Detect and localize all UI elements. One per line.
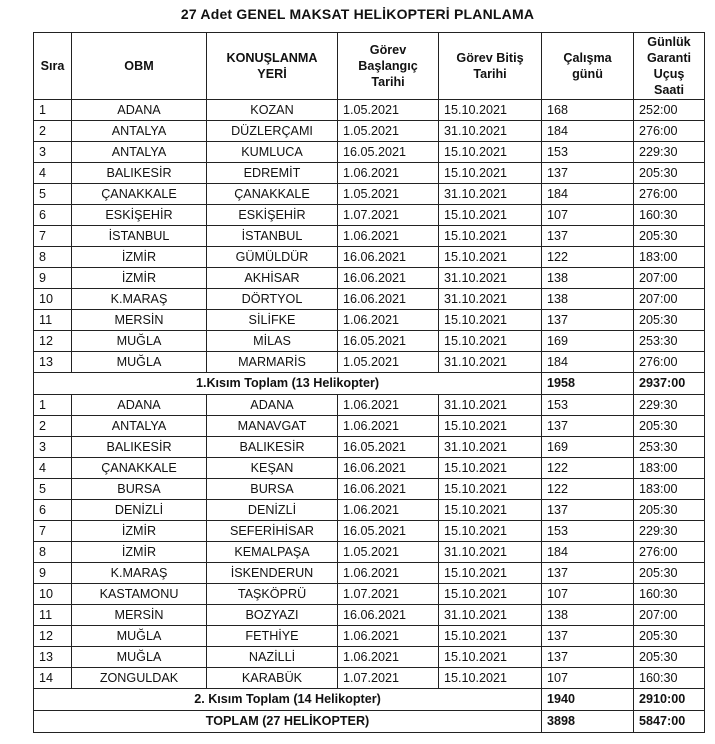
cell-obm: ADANA <box>72 100 207 121</box>
cell-baslangic: 16.06.2021 <box>338 289 439 310</box>
cell-obm: MUĞLA <box>72 352 207 373</box>
cell-bitis: 15.10.2021 <box>439 226 542 247</box>
cell-calisma: 137 <box>542 500 634 521</box>
table-row <box>34 500 705 521</box>
cell-garanti: 160:30 <box>634 668 705 689</box>
cell-obm: İZMİR <box>72 247 207 268</box>
cell-obm: MERSİN <box>72 605 207 626</box>
cell-konuslanma: İSKENDERUN <box>207 563 338 584</box>
cell-calisma: 107 <box>542 584 634 605</box>
table-row <box>34 184 705 205</box>
cell-garanti: 276:00 <box>634 184 705 205</box>
cell-konuslanma: ÇANAKKALE <box>207 184 338 205</box>
total-calisma: 1940 <box>542 689 634 711</box>
cell-sira: 14 <box>34 668 72 689</box>
cell-sira: 9 <box>34 268 72 289</box>
cell-baslangic: 1.07.2021 <box>338 205 439 226</box>
cell-calisma: 137 <box>542 310 634 331</box>
cell-calisma: 138 <box>542 289 634 310</box>
cell-calisma: 184 <box>542 542 634 563</box>
cell-konuslanma: EDREMİT <box>207 163 338 184</box>
cell-baslangic: 16.05.2021 <box>338 331 439 352</box>
cell-sira: 2 <box>34 416 72 437</box>
cell-garanti: 207:00 <box>634 605 705 626</box>
cell-calisma: 137 <box>542 226 634 247</box>
cell-baslangic: 1.06.2021 <box>338 626 439 647</box>
cell-konuslanma: DÖRTYOL <box>207 289 338 310</box>
cell-garanti: 207:00 <box>634 289 705 310</box>
cell-obm: ANTALYA <box>72 142 207 163</box>
cell-calisma: 169 <box>542 437 634 458</box>
header-obm: OBM <box>72 33 207 100</box>
cell-bitis: 15.10.2021 <box>439 479 542 500</box>
table-row <box>34 352 705 373</box>
cell-konuslanma: ADANA <box>207 395 338 416</box>
part1-total-row <box>34 373 705 395</box>
table-row <box>34 395 705 416</box>
cell-obm: ESKİŞEHİR <box>72 205 207 226</box>
cell-garanti: 205:30 <box>634 626 705 647</box>
cell-sira: 13 <box>34 352 72 373</box>
cell-konuslanma: BURSA <box>207 479 338 500</box>
cell-bitis: 15.10.2021 <box>439 521 542 542</box>
part2-total-row <box>34 689 705 711</box>
cell-baslangic: 16.06.2021 <box>338 458 439 479</box>
cell-bitis: 31.10.2021 <box>439 352 542 373</box>
cell-bitis: 31.10.2021 <box>439 605 542 626</box>
total-calisma: 1958 <box>542 373 634 395</box>
cell-konuslanma: İSTANBUL <box>207 226 338 247</box>
cell-baslangic: 1.05.2021 <box>338 100 439 121</box>
cell-calisma: 137 <box>542 416 634 437</box>
cell-garanti: 160:30 <box>634 205 705 226</box>
cell-bitis: 31.10.2021 <box>439 395 542 416</box>
cell-bitis: 15.10.2021 <box>439 584 542 605</box>
cell-sira: 7 <box>34 226 72 247</box>
cell-garanti: 276:00 <box>634 542 705 563</box>
cell-calisma: 169 <box>542 331 634 352</box>
cell-sira: 13 <box>34 647 72 668</box>
cell-sira: 12 <box>34 331 72 352</box>
cell-obm: ANTALYA <box>72 416 207 437</box>
cell-baslangic: 1.06.2021 <box>338 500 439 521</box>
header-calisma: Çalışma günü <box>542 33 634 100</box>
cell-sira: 5 <box>34 184 72 205</box>
header-bitis: Görev Bitiş Tarihi <box>439 33 542 100</box>
cell-bitis: 15.10.2021 <box>439 500 542 521</box>
cell-calisma: 122 <box>542 479 634 500</box>
cell-bitis: 31.10.2021 <box>439 184 542 205</box>
cell-calisma: 137 <box>542 163 634 184</box>
cell-bitis: 15.10.2021 <box>439 668 542 689</box>
cell-calisma: 184 <box>542 352 634 373</box>
table-row <box>34 226 705 247</box>
cell-konuslanma: DÜZLERÇAMI <box>207 121 338 142</box>
table-row <box>34 142 705 163</box>
cell-garanti: 160:30 <box>634 584 705 605</box>
cell-calisma: 153 <box>542 395 634 416</box>
table-row <box>34 605 705 626</box>
cell-konuslanma: SİLİFKE <box>207 310 338 331</box>
cell-sira: 11 <box>34 605 72 626</box>
cell-obm: MUĞLA <box>72 626 207 647</box>
cell-calisma: 138 <box>542 268 634 289</box>
cell-sira: 5 <box>34 479 72 500</box>
cell-obm: K.MARAŞ <box>72 289 207 310</box>
cell-calisma: 138 <box>542 605 634 626</box>
grand-total-row <box>34 711 705 733</box>
cell-bitis: 15.10.2021 <box>439 100 542 121</box>
cell-konuslanma: DENİZLİ <box>207 500 338 521</box>
cell-obm: ÇANAKKALE <box>72 184 207 205</box>
cell-baslangic: 16.06.2021 <box>338 268 439 289</box>
cell-bitis: 15.10.2021 <box>439 647 542 668</box>
cell-obm: MUĞLA <box>72 331 207 352</box>
cell-konuslanma: BOZYAZI <box>207 605 338 626</box>
cell-obm: İZMİR <box>72 268 207 289</box>
cell-calisma: 137 <box>542 563 634 584</box>
cell-sira: 7 <box>34 521 72 542</box>
cell-sira: 9 <box>34 563 72 584</box>
cell-garanti: 183:00 <box>634 479 705 500</box>
cell-baslangic: 1.06.2021 <box>338 310 439 331</box>
cell-calisma: 137 <box>542 626 634 647</box>
cell-konuslanma: KARABÜK <box>207 668 338 689</box>
cell-obm: BALIKESİR <box>72 437 207 458</box>
table-row <box>34 205 705 226</box>
cell-garanti: 205:30 <box>634 563 705 584</box>
cell-baslangic: 1.06.2021 <box>338 416 439 437</box>
cell-sira: 4 <box>34 163 72 184</box>
table-body <box>34 100 705 733</box>
total-label: TOPLAM (27 HELİKOPTER) <box>34 711 542 733</box>
table-row <box>34 331 705 352</box>
cell-bitis: 15.10.2021 <box>439 163 542 184</box>
cell-calisma: 168 <box>542 100 634 121</box>
table-row <box>34 289 705 310</box>
cell-garanti: 183:00 <box>634 247 705 268</box>
table-row <box>34 416 705 437</box>
cell-bitis: 15.10.2021 <box>439 205 542 226</box>
cell-bitis: 15.10.2021 <box>439 416 542 437</box>
cell-konuslanma: MARMARİS <box>207 352 338 373</box>
table-row <box>34 521 705 542</box>
cell-baslangic: 1.05.2021 <box>338 184 439 205</box>
header-sira: Sıra <box>34 33 72 100</box>
cell-garanti: 207:00 <box>634 268 705 289</box>
cell-garanti: 205:30 <box>634 647 705 668</box>
cell-baslangic: 1.05.2021 <box>338 352 439 373</box>
cell-baslangic: 16.06.2021 <box>338 479 439 500</box>
cell-baslangic: 1.06.2021 <box>338 563 439 584</box>
cell-obm: K.MARAŞ <box>72 563 207 584</box>
cell-calisma: 122 <box>542 247 634 268</box>
cell-baslangic: 1.07.2021 <box>338 584 439 605</box>
cell-garanti: 252:00 <box>634 100 705 121</box>
total-garanti: 2937:00 <box>634 373 705 395</box>
cell-konuslanma: SEFERİHİSAR <box>207 521 338 542</box>
cell-obm: BALIKESİR <box>72 163 207 184</box>
cell-bitis: 15.10.2021 <box>439 247 542 268</box>
cell-sira: 1 <box>34 100 72 121</box>
page-title: 27 Adet GENEL MAKSAT HELİKOPTERİ PLANLAMA <box>180 6 535 22</box>
header-row <box>34 33 705 100</box>
table-row <box>34 542 705 563</box>
cell-calisma: 153 <box>542 521 634 542</box>
cell-konuslanma: TAŞKÖPRÜ <box>207 584 338 605</box>
cell-garanti: 205:30 <box>634 163 705 184</box>
cell-sira: 3 <box>34 142 72 163</box>
cell-sira: 6 <box>34 500 72 521</box>
cell-garanti: 229:30 <box>634 142 705 163</box>
cell-baslangic: 1.05.2021 <box>338 121 439 142</box>
cell-garanti: 253:30 <box>634 437 705 458</box>
cell-baslangic: 16.06.2021 <box>338 605 439 626</box>
cell-bitis: 15.10.2021 <box>439 563 542 584</box>
table-row <box>34 458 705 479</box>
cell-konuslanma: NAZİLLİ <box>207 647 338 668</box>
cell-konuslanma: AKHİSAR <box>207 268 338 289</box>
cell-bitis: 15.10.2021 <box>439 626 542 647</box>
cell-obm: İZMİR <box>72 542 207 563</box>
cell-bitis: 31.10.2021 <box>439 268 542 289</box>
table-row <box>34 647 705 668</box>
cell-konuslanma: ESKİŞEHİR <box>207 205 338 226</box>
cell-obm: DENİZLİ <box>72 500 207 521</box>
table-row <box>34 310 705 331</box>
cell-sira: 3 <box>34 437 72 458</box>
cell-calisma: 137 <box>542 647 634 668</box>
cell-bitis: 31.10.2021 <box>439 542 542 563</box>
cell-baslangic: 1.05.2021 <box>338 542 439 563</box>
cell-baslangic: 16.06.2021 <box>338 247 439 268</box>
cell-sira: 11 <box>34 310 72 331</box>
cell-sira: 1 <box>34 395 72 416</box>
cell-obm: BURSA <box>72 479 207 500</box>
header-garanti: Günlük Garanti Uçuş Saati <box>634 33 705 100</box>
cell-obm: ADANA <box>72 395 207 416</box>
cell-obm: ANTALYA <box>72 121 207 142</box>
cell-obm: İZMİR <box>72 521 207 542</box>
total-label: 1.Kısım Toplam (13 Helikopter) <box>34 373 542 395</box>
cell-baslangic: 1.06.2021 <box>338 395 439 416</box>
cell-sira: 6 <box>34 205 72 226</box>
cell-bitis: 31.10.2021 <box>439 121 542 142</box>
table-row <box>34 668 705 689</box>
cell-sira: 4 <box>34 458 72 479</box>
total-garanti: 5847:00 <box>634 711 705 733</box>
cell-bitis: 15.10.2021 <box>439 310 542 331</box>
table-row <box>34 563 705 584</box>
cell-konuslanma: FETHİYE <box>207 626 338 647</box>
cell-calisma: 184 <box>542 184 634 205</box>
cell-bitis: 31.10.2021 <box>439 437 542 458</box>
cell-garanti: 205:30 <box>634 500 705 521</box>
cell-konuslanma: KEŞAN <box>207 458 338 479</box>
cell-baslangic: 1.06.2021 <box>338 163 439 184</box>
cell-konuslanma: MANAVGAT <box>207 416 338 437</box>
cell-konuslanma: GÜMÜLDÜR <box>207 247 338 268</box>
table-row <box>34 163 705 184</box>
cell-garanti: 229:30 <box>634 521 705 542</box>
cell-sira: 10 <box>34 289 72 310</box>
total-garanti: 2910:00 <box>634 689 705 711</box>
header-konuslanma: KONUŞLANMA YERİ <box>207 33 338 100</box>
cell-obm: ZONGULDAK <box>72 668 207 689</box>
cell-konuslanma: KUMLUCA <box>207 142 338 163</box>
cell-sira: 2 <box>34 121 72 142</box>
cell-konuslanma: KEMALPAŞA <box>207 542 338 563</box>
table-row <box>34 437 705 458</box>
cell-sira: 8 <box>34 247 72 268</box>
cell-calisma: 153 <box>542 142 634 163</box>
cell-obm: İSTANBUL <box>72 226 207 247</box>
table-row <box>34 584 705 605</box>
cell-garanti: 205:30 <box>634 226 705 247</box>
table-row <box>34 268 705 289</box>
table-row <box>34 100 705 121</box>
cell-calisma: 107 <box>542 205 634 226</box>
total-label: 2. Kısım Toplam (14 Helikopter) <box>34 689 542 711</box>
table-row <box>34 479 705 500</box>
cell-baslangic: 16.05.2021 <box>338 142 439 163</box>
cell-garanti: 183:00 <box>634 458 705 479</box>
cell-baslangic: 1.06.2021 <box>338 226 439 247</box>
cell-baslangic: 1.07.2021 <box>338 668 439 689</box>
cell-obm: MERSİN <box>72 310 207 331</box>
table-row <box>34 626 705 647</box>
cell-obm: MUĞLA <box>72 647 207 668</box>
cell-konuslanma: KOZAN <box>207 100 338 121</box>
cell-baslangic: 1.06.2021 <box>338 647 439 668</box>
cell-garanti: 276:00 <box>634 352 705 373</box>
cell-konuslanma: MİLAS <box>207 331 338 352</box>
cell-obm: ÇANAKKALE <box>72 458 207 479</box>
helicopter-plan-table <box>33 32 705 733</box>
total-calisma: 3898 <box>542 711 634 733</box>
cell-garanti: 276:00 <box>634 121 705 142</box>
cell-obm: KASTAMONU <box>72 584 207 605</box>
cell-calisma: 184 <box>542 121 634 142</box>
cell-baslangic: 16.05.2021 <box>338 437 439 458</box>
cell-garanti: 205:30 <box>634 310 705 331</box>
cell-calisma: 122 <box>542 458 634 479</box>
cell-garanti: 253:30 <box>634 331 705 352</box>
cell-bitis: 15.10.2021 <box>439 142 542 163</box>
header-baslangic: Görev Başlangıç Tarihi <box>338 33 439 100</box>
table-row <box>34 247 705 268</box>
cell-calisma: 107 <box>542 668 634 689</box>
cell-sira: 8 <box>34 542 72 563</box>
cell-konuslanma: BALIKESİR <box>207 437 338 458</box>
cell-garanti: 205:30 <box>634 416 705 437</box>
cell-baslangic: 16.05.2021 <box>338 521 439 542</box>
cell-bitis: 31.10.2021 <box>439 289 542 310</box>
cell-sira: 12 <box>34 626 72 647</box>
cell-bitis: 15.10.2021 <box>439 331 542 352</box>
cell-bitis: 15.10.2021 <box>439 458 542 479</box>
cell-garanti: 229:30 <box>634 395 705 416</box>
cell-sira: 10 <box>34 584 72 605</box>
table-row <box>34 121 705 142</box>
